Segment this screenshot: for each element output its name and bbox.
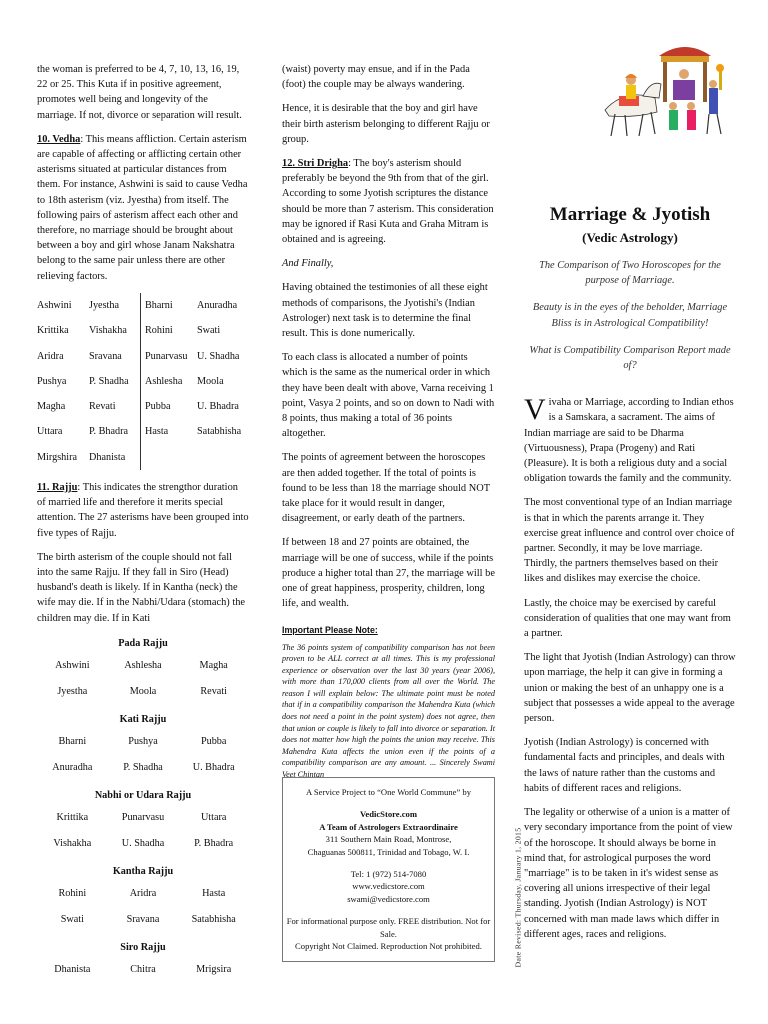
rajju-asterism: P. Shadha xyxy=(123,762,163,774)
vedha-pair-cell: Magha xyxy=(37,401,66,413)
important-note-heading: Important Please Note: xyxy=(282,624,378,635)
column-2 xyxy=(282,62,495,781)
rajju-asterism: Rohini xyxy=(58,888,87,900)
stri-drigha-heading: 12. Stri Drigha xyxy=(282,158,349,170)
rajju-paragraph-2: The birth asterism of the couple should not fall into the same Rajju. If they fall in Siro (Head) husband's death is likely. If in Kantha (neck) the wife may die. If in the Nabhi/Udara (stomach) the children may die. If in Kati xyxy=(37,551,246,624)
rajju-asterism: Sravana xyxy=(126,914,160,926)
date-revised: Date Revised: Thursday, January 1, 2015 xyxy=(513,827,523,968)
stri-drigha-text: : The boy's asterism should preferably be beyond the 9th from that of the girl. According to some Jyotish scriptures the distance should be more than 7 asterism. This consideration may be ignored if Rasi Kuta and Graha Mitram is obtained and is agreeing. xyxy=(282,158,494,246)
vedha-pair-cell: P. Bhadra xyxy=(89,419,141,444)
rajju-asterism: Satabhisha xyxy=(191,914,236,926)
col2-paragraph-2: Hence, it is desirable that the boy and girl have their birth asterism belonging to different Rajju or group. xyxy=(282,103,490,145)
vedha-pair-row xyxy=(37,394,249,419)
rajju-group-row xyxy=(37,679,249,705)
vedha-pair-cell: Uttara xyxy=(37,426,63,438)
vedha-pair-row xyxy=(37,293,249,318)
vedha-pair-cell xyxy=(141,445,198,470)
rajju-asterism: Swati xyxy=(60,914,84,926)
col3-paragraph-1 xyxy=(524,395,736,486)
col3-paragraph-2: The most conventional type of an Indian marriage is that in which the parents arrange it. They exercise great influence and control over choice of partner. Secondly, it may be love marriage. Thirdly, the partners themselves based on their likes and dislikes may exercise the choice. xyxy=(524,497,735,585)
vedha-paragraph xyxy=(37,132,249,284)
tagline-1: The Comparison of Two Horoscopes for the purpose of Marriage. xyxy=(539,260,721,287)
vedha-heading: 10. Vedha xyxy=(37,133,81,145)
vedha-pair-cell: Satabhisha xyxy=(197,426,242,438)
rajju-asterism: Pushya xyxy=(128,736,158,748)
page-subtitle: (Vedic Astrology) xyxy=(582,230,678,245)
rajju-text: : This indicates the strengthor duration of married life and therefore it merits special attention. The 27 asterisms have been grouped into five types of Rajju. xyxy=(37,481,249,539)
service-phone: Tel: 1 (972) 514-7080 xyxy=(350,869,427,880)
col2-paragraph-6: If between 18 and 27 points are obtained, the marriage will be one of success, while if the points produce a higher total than 27, the marriage will be one of great happiness, prosperity, children, long life, and wealth. xyxy=(282,537,495,610)
rajju-group-title: Pada Rajju xyxy=(118,637,168,649)
rajju-asterism: Krittika xyxy=(56,812,89,824)
important-note-text: The 36 points system of compatibility comparison has not been proven to be ALL correct at all times. This is my professional experience or observation over the last 30 years (year 2006), with more than 170,000 clients from all over the World. The reason I will explain below: The ultimate point must be noted that if in a compatibility comparison the Mahendra Kuta (which does not need a point in the point system) does not agree, then that union or couple is likely to fall into divorce or separation. It does not matter how high the points the union may receive. This Mahendra Kuta affects the union even if the points of a compatibility comparison are any amount. ... Sincerely Swami Veet Chintan xyxy=(282,642,495,780)
vedha-pair-cell: Pubba xyxy=(145,401,171,413)
service-email: swami@vedicstore.com xyxy=(347,893,430,904)
vedha-pair-cell: Moola xyxy=(197,375,224,387)
col2-paragraph-4: To each class is allocated a number of points which is the same as the numerical order in which they have been dealt with above, Varna receiving 1 point, Vasya 2 points, and so on down to Nadi with 8 points, thus making a total of 36 points altogether. xyxy=(282,352,495,440)
rajju-asterism: Pubba xyxy=(200,736,227,748)
rajju-group-row xyxy=(37,805,249,831)
vedha-pair-cell: Krittika xyxy=(37,325,69,337)
rajju-asterism: Mrigsira xyxy=(196,964,232,976)
col3-paragraph-6: The legality or otherwise of a union is a matter of very secondary importance from the point of view of the horoscope. It should always be borne in mind that, for astrological purposes the word "marriage" is to be taken in it's widest sense as covering all unions irrespective of their legal standing. Jyotish (Indian Astrology) is NOT concerned with man made laws which differ in different ages, races and religions. xyxy=(524,807,733,940)
col3-paragraph-3: Lastly, the choice may be exercised by careful consideration of qualities that one may want from a partner. xyxy=(524,597,731,640)
rajju-asterism: U. Shadha xyxy=(121,838,165,850)
column-1 xyxy=(37,62,249,983)
vedha-pair-cell: Pushya xyxy=(37,375,67,387)
rajju-asterism: Vishakha xyxy=(53,838,92,850)
rajju-group-row xyxy=(37,653,249,679)
rajju-asterism: Magha xyxy=(199,660,228,672)
service-disclaimer-2: Copyright Not Claimed. Reproduction Not prohibited. xyxy=(295,941,482,952)
tagline-2: Beauty is in the eyes of the beholder, Marriage Bliss is in Astrological Compatibility! xyxy=(532,302,728,329)
drop-cap: V xyxy=(524,393,546,427)
rajju-asterism: Dhanista xyxy=(54,964,91,976)
rajju-group-row xyxy=(37,907,249,933)
vedha-pair-row xyxy=(37,343,249,368)
service-intro: A Service Project to “One World Commune” by xyxy=(305,787,472,797)
rajju-asterism: Revati xyxy=(200,686,227,698)
rajju-groups xyxy=(37,635,249,983)
vedha-pairs-table xyxy=(37,293,249,470)
service-website: www.vedicstore.com xyxy=(352,881,425,892)
vedha-pair-cell: Jyestha xyxy=(89,293,141,318)
rajju-asterism: Aridra xyxy=(129,888,157,900)
rajju-group-title: Kantha Rajju xyxy=(112,865,174,877)
rajju-heading: 11. Rajju xyxy=(37,481,78,493)
vedha-pair-row xyxy=(37,445,249,470)
vedha-pair-cell: U. Shadha xyxy=(197,350,240,362)
rajju-asterism: Bharni xyxy=(58,736,87,748)
vedha-pair-cell: Dhanista xyxy=(89,445,141,470)
rajju-asterism: Ashlesha xyxy=(124,660,162,672)
intro-paragraph: the woman is preferred to be 4, 7, 10, 13, 16, 19, 22 or 25. This Kuta if in positive agreement, promotes well being and longevity of the marriage. If not, divorce or separation will result. xyxy=(37,64,242,121)
vedha-pair-cell: Sravana xyxy=(89,343,141,368)
col2-paragraph-5: The points of agreement between the horoscopes are then added together. If the total of points is found to be less than 18 the marriage should NOT take place for it would result in danger, disagreement, or early death of the partners. xyxy=(282,452,490,525)
service-disclaimer-1: For informational purpose only. FREE distribution. Not for Sale. xyxy=(286,916,491,939)
vedha-pair-cell: P. Shadha xyxy=(89,369,141,394)
tagline-3: What is Compatibility Comparison Report made of? xyxy=(529,344,731,372)
rajju-group-title: Nabhi or Udara Rajju xyxy=(94,789,192,801)
vedha-pair-cell: Aridra xyxy=(37,350,64,362)
vedha-pair-cell: Anuradha xyxy=(197,299,238,311)
vedha-pair-cell: Mirgshira xyxy=(37,451,77,463)
vedha-pair-cell: Ashlesha xyxy=(145,375,183,387)
and-finally-heading: And Finally, xyxy=(282,258,334,270)
rajju-group-row xyxy=(37,729,249,755)
vedha-pair-row xyxy=(37,419,249,444)
col2-paragraph-1: (waist) poverty may ensue, and if in the Pada (foot) the couple may be always wandering. xyxy=(282,64,470,91)
rajju-asterism: Uttara xyxy=(200,812,227,824)
vedha-pair-cell: Punarvasu xyxy=(145,350,188,362)
service-team: A Team of Astrologers Extraordinaire xyxy=(319,821,458,832)
service-box xyxy=(282,777,495,962)
rajju-asterism: U. Bhadra xyxy=(192,762,235,774)
rajju-group-row xyxy=(37,755,249,781)
vedha-text: : This means affliction. Certain asterism are capable of affecting or afflicting certain other asterisms situated at particular distances from them. For instance, Ashwini is said to cause Vedha to 18th asterism (viz. Jyestha) from itself. The following pairs of asterism affect each other and therefore, no marriage should be brought about between a boy and girl whose Janam Nakshatra belong to the same pair unless there are other relieving factors. xyxy=(37,133,248,282)
vedha-pair-cell: Swati xyxy=(197,325,221,337)
vedha-pair-cell xyxy=(197,445,249,470)
rajju-group-row xyxy=(37,831,249,857)
vedha-pair-row xyxy=(37,369,249,394)
rajju-asterism: Punarvasu xyxy=(121,812,165,824)
col2-paragraph-3: Having obtained the testimonies of all these eight methods of comparisons, the Jyotishi's (Indian Astrologer) next task is to determine the final result. This is done numerically. xyxy=(282,282,488,340)
vedha-pair-cell: Vishakha xyxy=(89,318,141,343)
rajju-asterism: Chitra xyxy=(130,964,156,976)
service-address-1: 311 Southern Main Road, Montrose, xyxy=(325,834,452,845)
rajju-asterism: Hasta xyxy=(202,888,226,900)
rajju-asterism: Jyestha xyxy=(57,686,88,698)
vedha-pair-cell: U. Bhadra xyxy=(197,401,239,413)
vedha-pair-cell: Bharni xyxy=(145,299,173,311)
stri-drigha-paragraph xyxy=(282,156,495,247)
vedha-pair-cell: Revati xyxy=(89,394,141,419)
rajju-asterism: Ashwini xyxy=(55,660,90,672)
rajju-asterism: Anuradha xyxy=(52,762,93,774)
col3-paragraph-5: Jyotish (Indian Astrology) is concerned with fundamental facts and principles, and deals with the laws of nature rather than the customs and habits of different races and religions. xyxy=(524,737,725,794)
page-title: Marriage & Jyotish xyxy=(549,204,711,225)
rajju-asterism: P. Bhadra xyxy=(194,838,234,850)
rajju-group-row xyxy=(37,957,249,983)
service-site: VedicStore.com xyxy=(359,809,418,820)
rajju-asterism: Moola xyxy=(129,686,157,698)
column-3 xyxy=(524,62,736,951)
rajju-group-title: Siro Rajju xyxy=(120,941,166,953)
rajju-group-row xyxy=(37,881,249,907)
service-address-2: Chaguanas 500811, Trinidad and Tobago, W. I. xyxy=(307,846,470,857)
col3-paragraph-1-text: ivaha or Marriage, according to Indian ethos is a Samskara, a sacrament. The aims of Indian marriage are said to be Dharma (Virtuousness), Prapa (Progeny) and Rati (Pleasure). It is both a religious duty and a social obligation towards the family and the community. xyxy=(524,397,734,485)
rajju-group-title: Kati Rajju xyxy=(119,713,167,725)
vedha-pair-cell: Rohini xyxy=(145,325,173,337)
vedha-pair-cell: Hasta xyxy=(145,426,169,438)
vedha-pair-cell: Ashwini xyxy=(37,299,72,311)
rajju-paragraph xyxy=(37,480,249,541)
vedha-pair-row xyxy=(37,318,249,343)
col3-paragraph-4: The light that Jyotish (Indian Astrology) can throw upon marriage, the help it can give in forming a union or making the best of an unhappy one is a subject that possesses a wide appeal to the average person. xyxy=(524,652,736,725)
